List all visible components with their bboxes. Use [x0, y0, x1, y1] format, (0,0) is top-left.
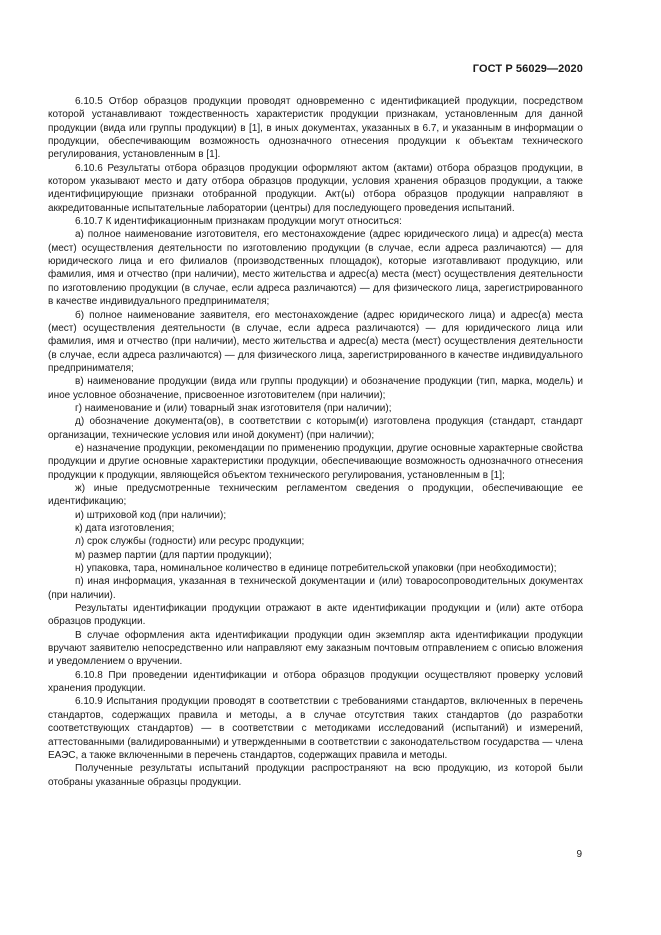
paragraph-6-10-6: 6.10.6 Результаты отбора образцов продукции оформляют актом (актами) отбора образцов продукции, в котором указывают место и дату отбора образцов продукции, условия хранения образцов продукции, а также идентифицирующие признаки отобранной продукции. Акт(ы) отбора образцов продукции направляют в аккредитованные испытательные лаборатории (центры) для последующего проведения испытаний.: [48, 162, 583, 214]
list-item-m: м) размер партии (для партии продукции);: [75, 549, 272, 561]
paragraph-6-10-9: 6.10.9 Испытания продукции проводят в соответствии с требованиями стандартов, включенных в перечень стандартов, содержащих правила и методы, а в случае отсутствия таких стандартов (до разработки соответствующих стандартов) — в соответствии с методиками исследований (испытаний) и измерений, аттестованными (валидированными) и утвержденными в соответствии с законодательством государства — члена ЕАЭС, а также включенными в перечень стандартов, содержащих правила и методы.: [48, 696, 583, 761]
list-item-g: г) наименование и (или) товарный знак изготовителя (при наличии);: [75, 402, 392, 414]
list-item-k: к) дата изготовления;: [75, 523, 175, 534]
paragraph-test-results: Полученные результаты испытаний продукции распространяют на всю продукцию, из которой были отобраны указанные образцы продукции.: [48, 763, 583, 788]
page-number: 9: [576, 849, 582, 860]
document-body: [48, 95, 583, 789]
list-item-a: а) полное наименование изготовителя, его местонахождение (адрес юридического лица) и адрес(а) места (мест) осуществления деятельности по изготовлению продукции (в случае, если адреса различаются) — для юридического лица и его филиалов (производственных площадок), которые изготавливают продукцию, или фамилия, имя и отчество (при наличии), место жительства и адрес(а) места (мест) осуществления деятельности по изготовлению продукции (в случае, если адреса различаются) — для физического лица, зарегистрированного в качестве индивидуального предпринимателя;: [48, 229, 583, 308]
list-item-e: е) назначение продукции, рекомендации по применению продукции, другие основные характерные свойства продукции и другие основные характеристики продукции, обеспечивающие возможность однозначного отнесения продукции к продукции, являющейся объектом технического регулирования, установленным в [1];: [48, 442, 583, 481]
list-item-l: л) срок службы (годности) или ресурс продукции;: [75, 536, 305, 548]
paragraph-6-10-5: 6.10.5 Отбор образцов продукции проводят одновременно с идентификацией продукции, посредством которой устанавливают тождественность характеристик продукции признакам, установленным для данной продукции (вида или группы продукции) в [1], в иных документах, указанных в 6.7, и указанным в информации о продукции, обеспечивающим возможность однозначного отнесения продукции к объектам технического регулирования, установленным в [1].: [48, 96, 583, 161]
list-item-zh: ж) иные предусмотренные техническим регламентом сведения о продукции, обеспечивающие ее идентификацию;: [48, 482, 583, 508]
list-item-n: н) упаковка, тара, номинальное количество в единице потребительской упаковки (при необходимости);: [75, 563, 557, 575]
paragraph-6-10-7: 6.10.7 К идентификационным признакам продукции могут относиться:: [75, 216, 402, 228]
list-item-d: д) обозначение документа(ов), в соответствии с которым(и) изготовлена продукция (стандарт, стандарт организации, технические условия или иной документ) (при наличии);: [48, 416, 583, 441]
paragraph-act-delivery: В случае оформления акта идентификации продукции один экземпляр акта идентификации продукции вручают заявителю непосредственно или направляют ему заказным почтовым отправлением с описью вложения и уведомлением о вручении.: [48, 629, 583, 668]
paragraph-6-10-8: 6.10.8 При проведении идентификации и отбора образцов продукции осуществляют проверку условий хранения продукции.: [48, 669, 583, 695]
paragraph-identification-results: Результаты идентификации продукции отражают в акте идентификации продукции и (или) акте отбора образцов продукции.: [48, 603, 583, 628]
list-item-v: в) наименование продукции (вида или группы продукции) и обозначение продукции (тип, марка, модель) и иное условное обозначение, присвоенное изготовителем (при наличии);: [48, 376, 583, 401]
list-item-p: п) иная информация, указанная в технической документации и (или) товаросопроводительных документах (при наличии).: [48, 576, 583, 601]
document-code-header: ГОСТ Р 56029—2020: [472, 63, 583, 75]
list-item-b: б) полное наименование заявителя, его местонахождение (адрес юридического лица) и адрес(а) места (мест) осуществления деятельности (в случае, если адреса различаются) — для юридического лица или фамилия, имя и отчество (при наличии), место жительства и адрес(а) места (мест) осуществления деятельности (в случае, если адреса различаются) — для физического лица, зарегистрированного в качестве индивидуального предпринимателя;: [48, 309, 583, 374]
list-item-i: и) штриховой код (при наличии);: [75, 509, 227, 521]
